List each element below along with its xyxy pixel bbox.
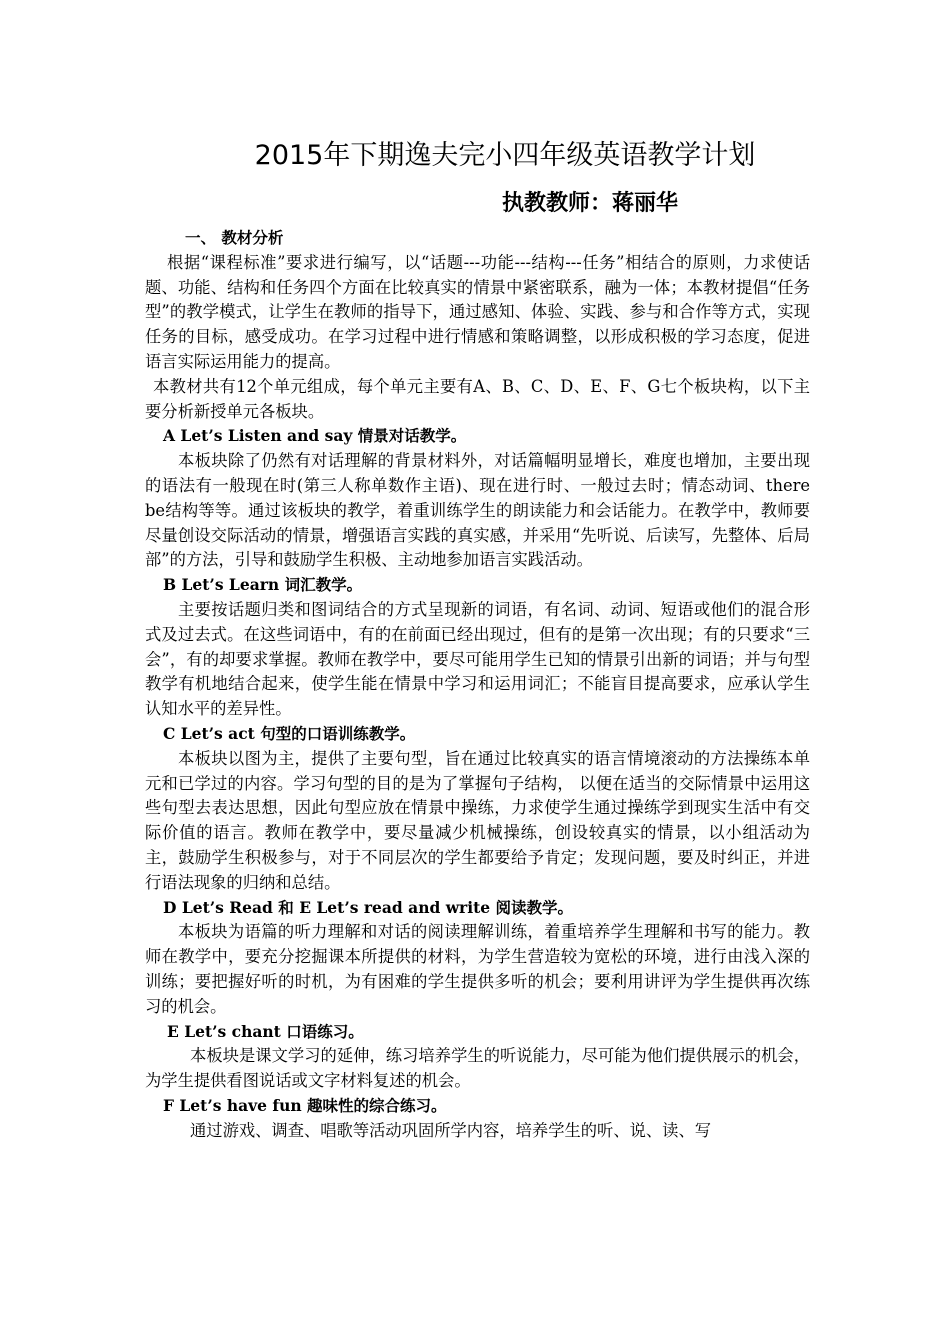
paragraph-a: 本板块除了仍然有对话理解的背景材料外，对话篇幅明显增长，难度也增加，主要出现的语法有一般现在时(第三人称单数作主语)、现在进行时、一般过去时；情态动词、there be结构等等。通过该板块的教学，着重训练学生的朗读能力和会话能力。在教学中，教师要尽量创设交际活动的情景，增强语言实践的真实感，并采用“先听说、后读写，先整体、后局部”的方法，引导和鼓励学生积极、主动地参加语言实践活动。 (145, 451, 810, 570)
paragraph-d: 本板块为语篇的听力理解和对话的阅读理解训练，着重培养学生理解和书写的能力。教师在教学中，要充分挖掘课本所提供的材料，为学生营造较为宽松的环境，进行由浅入深的训练；要把握好听的时机，为有困难的学生提供多听的机会；要利用讲评为学生提供再次练习的机会。 (145, 922, 810, 1016)
paragraph-b: 主要按话题归类和图词结合的方式呈现新的词语，有名词、动词、短语或他们的混合形式及过去式。在这些词语中，有的在前面已经出现过，但有的是第一次出现；有的只要求“三会”，有的却要求掌握。教师在教学中，要尽可能用学生已知的情景引出新的词语；并与句型教学有机地结合起来，使学生能在情景中学习和运用词汇；不能盲目提高要求，应承认学生认知水平的差异性。 (145, 599, 810, 719)
subheading-d: D Let’s Read 和 E Let’s read and write 阅读教学。 (163, 897, 574, 917)
teacher-name: 执教教师：蒋丽华 (502, 191, 679, 216)
subheading-e: E Let’s chant 口语练习。 (167, 1021, 364, 1041)
document-body (145, 226, 810, 1143)
document-title: 2015年下期逸夫完小四年级英语教学计划 (254, 140, 756, 171)
paragraph-intro: 根据“课程标准”要求进行编写，以“话题---功能---结构---任务”相结合的原则，力求使话题、功能、结构和任务四个方面在比较真实的情景中紧密联系，融为一体；本教材提倡“任务型”的教学模式，让学生在教师的指导下，通过感知、体验、实践、参与和合作等方式，实现任务的目标，感受成功。在学习过程中进行情感和策略调整，以形成积极的学习态度，促进语言实际运用能力的提高。 (145, 252, 810, 371)
subheading-b: B Let’s Learn 词汇教学。 (163, 575, 363, 595)
subheading-f: F Let’s have fun 趣味性的综合练习。 (163, 1095, 447, 1115)
paragraph-c: 本板块以图为主，提供了主要句型，旨在通过比较真实的语言情境滚动的方法操练本单元和已学过的内容。学习句型的目的是为了掌握句子结构， 以便在适当的交际情景中运用这些句型去表达思想，因此句型应放在情景中操练，力求使学生通过操练学到现实生活中有交际价值的语言。教师在教学中，要尽量减少机械操练，创设较真实的情景，以小组活动为主，鼓励学生积极参与，对于不同层次的学生都要给予肯定；发现问题，要及时纠正，并进行语法现象的归纳和总结。 (145, 748, 810, 892)
subheading-a: A Let’s Listen and say 情景对话教学。 (163, 426, 467, 446)
paragraph-e: 本板块是课文学习的延伸，练习培养学生的听说能力，尽可能为他们提供展示的机会，为学生提供看图说话或文字材料复述的机会。 (145, 1046, 810, 1091)
paragraph-units: 本教材共有12个单元组成，每个单元主要有A、B、C、D、E、F、G七个板块构，以下主要分析新授单元各板块。 (145, 376, 810, 421)
subheading-c: C Let’s act 句型的口语训练教学。 (163, 723, 416, 743)
section-heading-textbook-analysis: 一、 教材分析 (185, 228, 284, 247)
paragraph-f: 通过游戏、调查、唱歌等活动巩固所学内容，培养学生的听、说、读、写 (190, 1120, 712, 1140)
